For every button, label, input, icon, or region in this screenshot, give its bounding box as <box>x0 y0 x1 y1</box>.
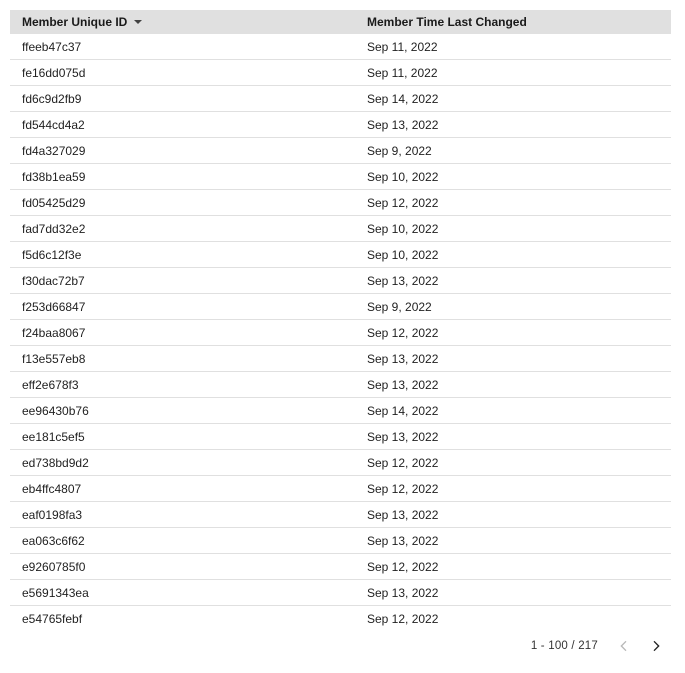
row-id-cell: e5691343ea <box>22 585 89 600</box>
table-row[interactable] <box>10 294 671 320</box>
row-id-cell: eaf0198fa3 <box>22 507 83 522</box>
table-row[interactable] <box>10 216 671 242</box>
sort-descending-icon <box>134 20 142 24</box>
row-id-cell: f5d6c12f3e <box>22 247 82 262</box>
pagination-range: 1 - 100 / 217 <box>530 640 598 652</box>
table-row[interactable] <box>10 164 671 190</box>
table-row[interactable] <box>10 112 671 138</box>
row-date-cell: Sep 13, 2022 <box>367 507 439 522</box>
table-row[interactable] <box>10 268 671 294</box>
pagination-bar <box>531 633 668 659</box>
row-date-cell: Sep 14, 2022 <box>367 91 439 106</box>
row-id-cell: fd4a327029 <box>22 143 86 158</box>
row-id-cell: f24baa8067 <box>22 325 86 340</box>
row-date-cell: Sep 9, 2022 <box>367 299 432 314</box>
table-row[interactable] <box>10 86 671 112</box>
row-date-cell: Sep 12, 2022 <box>367 325 439 340</box>
row-id-cell: ee96430b76 <box>22 403 89 418</box>
table-header <box>10 10 671 34</box>
table-row[interactable] <box>10 528 671 554</box>
row-id-cell: ffeeb47c37 <box>22 39 82 54</box>
row-date-cell: Sep 13, 2022 <box>367 351 439 366</box>
row-id-cell: ed738bd9d2 <box>22 455 89 470</box>
row-date-cell: Sep 12, 2022 <box>367 559 439 574</box>
table-row[interactable] <box>10 450 671 476</box>
row-date-cell: Sep 13, 2022 <box>367 273 439 288</box>
row-id-cell: fd6c9d2fb9 <box>22 91 82 106</box>
table-row[interactable] <box>10 60 671 86</box>
row-date-cell: Sep 12, 2022 <box>367 612 439 626</box>
data-table <box>10 10 671 632</box>
row-date-cell: Sep 13, 2022 <box>367 533 439 548</box>
table-row[interactable] <box>10 138 671 164</box>
table-row[interactable] <box>10 372 671 398</box>
row-id-cell: fd38b1ea59 <box>22 169 86 184</box>
table-row[interactable] <box>10 346 671 372</box>
column-header-label: Member Time Last Changed <box>367 15 527 29</box>
table-row[interactable] <box>10 606 671 632</box>
next-page-button[interactable] <box>644 634 668 658</box>
column-header-member-time-last-changed[interactable] <box>367 15 671 29</box>
row-date-cell: Sep 12, 2022 <box>367 455 439 470</box>
row-id-cell: fad7dd32e2 <box>22 221 86 236</box>
row-date-cell: Sep 10, 2022 <box>367 169 439 184</box>
row-id-cell: fe16dd075d <box>22 65 86 80</box>
table-row[interactable] <box>10 190 671 216</box>
row-date-cell: Sep 10, 2022 <box>367 221 439 236</box>
table-row[interactable] <box>10 34 671 60</box>
column-header-label: Member Unique ID <box>22 15 128 29</box>
row-date-cell: Sep 10, 2022 <box>367 247 439 262</box>
row-id-cell: f253d66847 <box>22 299 86 314</box>
row-id-cell: f30dac72b7 <box>22 273 85 288</box>
chevron-right-icon <box>648 638 664 654</box>
row-id-cell: f13e557eb8 <box>22 351 86 366</box>
row-id-cell: eff2e678f3 <box>22 377 79 392</box>
previous-page-button[interactable] <box>612 634 636 658</box>
chevron-left-icon <box>616 638 632 654</box>
table-row[interactable] <box>10 502 671 528</box>
row-id-cell: e54765febf <box>22 612 83 626</box>
row-date-cell: Sep 11, 2022 <box>367 39 438 54</box>
table-row[interactable] <box>10 580 671 606</box>
table-row[interactable] <box>10 242 671 268</box>
row-id-cell: fd544cd4a2 <box>22 117 85 132</box>
table-body <box>10 34 671 632</box>
table-row[interactable] <box>10 554 671 580</box>
row-date-cell: Sep 12, 2022 <box>367 195 439 210</box>
row-id-cell: ee181c5ef5 <box>22 429 85 444</box>
row-date-cell: Sep 13, 2022 <box>367 117 439 132</box>
table-row[interactable] <box>10 424 671 450</box>
row-id-cell: eb4ffc4807 <box>22 481 82 496</box>
table-row[interactable] <box>10 320 671 346</box>
row-id-cell: ea063c6f62 <box>22 533 85 548</box>
row-id-cell: e9260785f0 <box>22 559 86 574</box>
row-date-cell: Sep 11, 2022 <box>367 65 438 80</box>
row-date-cell: Sep 12, 2022 <box>367 481 439 496</box>
row-id-cell: fd05425d29 <box>22 195 86 210</box>
column-header-member-unique-id[interactable] <box>10 15 367 29</box>
row-date-cell: Sep 9, 2022 <box>367 143 432 158</box>
row-date-cell: Sep 13, 2022 <box>367 429 439 444</box>
row-date-cell: Sep 14, 2022 <box>367 403 439 418</box>
row-date-cell: Sep 13, 2022 <box>367 377 439 392</box>
table-row[interactable] <box>10 398 671 424</box>
row-date-cell: Sep 13, 2022 <box>367 585 439 600</box>
table-row[interactable] <box>10 476 671 502</box>
